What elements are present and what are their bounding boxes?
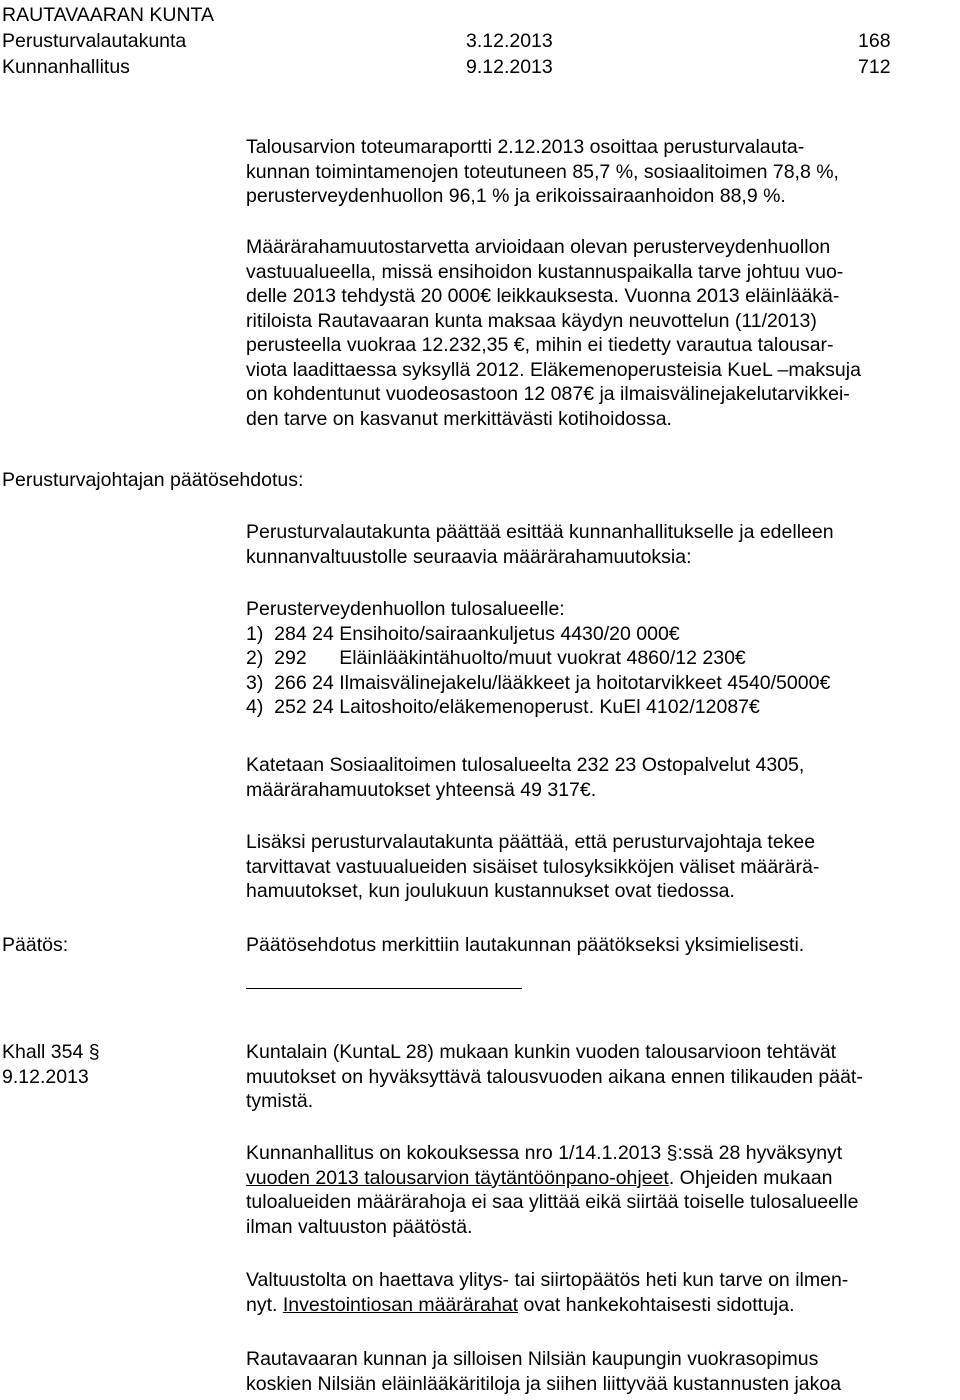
text-line: kunnan toimintamenojen toteutuneen 85,7 %, sosiaalitoimen 78,8 %, [246,160,839,183]
proposal-label: Perusturvajohtajan päätösehdotus: [2,469,304,491]
text-line: viota laadittaessa syksyllä 2012. Eläkemenoperusteisia KueL –maksuja [246,358,861,381]
list-item: 4) 252 24 Laitoshoito/eläkemenoperust. KuEl 4102/12087€ [246,696,760,718]
text-line: den tarve on kasvanut merkittävästi kotihoidossa. [246,407,672,430]
guidelines-link[interactable]: vuoden 2013 talousarvion täytäntöönpano-ohjeet [246,1166,669,1189]
additional-decision-paragraph [246,830,958,904]
text-fragment: nyt. [246,1293,283,1316]
text-line [246,1293,958,1318]
header-body-1: Perusturvalautakunta [2,30,187,52]
text-line: kunnanvaltuustolle seuraavia määrärahamuutoksia: [246,545,692,568]
list-item: 3) 266 24 Ilmaisvälinejakelu/lääkkeet ja hoitotarvikkeet 4540/5000€ [246,671,831,694]
text-line: delle 2013 tehdystä 20 000€ leikkauksesta. Vuonna 2013 eläinlääkä- [246,285,840,307]
text-line: tarvittavat vastuualueiden sisäiset tulosyksikköjen väliset määrärä- [246,855,820,878]
text-line: Talousarvion toteumaraportti 2.12.2013 osoittaa perusturvalauta- [246,136,805,158]
decision-label: Päätös: [2,934,69,956]
text-line: on kohdentunut vuodeosastoon 12 087€ ja ilmaisvälinejakelutarvikkei- [246,383,850,405]
text-line: Perusturvalautakunta päättää esittää kunnanhallitukselle ja edelleen [246,521,834,543]
khall-label: Khall 354 § [2,1041,100,1063]
text-line: koskien Nilsiän eläinlääkäritiloja ja siihen liittyvää kustannusten jakoa [246,1372,842,1395]
appropriation-list [246,597,958,720]
text-line: Lisäksi perusturvalautakunta päättää, että perusturvajohtaja tekee [246,831,816,853]
funding-paragraph [246,753,958,802]
text-line: tymistä. [246,1090,314,1112]
header-date-1: 3.12.2013 [466,30,553,52]
proposal-paragraph [246,520,958,569]
report-paragraph [246,135,958,209]
text-fragment: . Ohjeiden mukaan [668,1166,833,1189]
text-line: Valtuustolta on haettava ylitys- tai siirtopäätös heti kun tarve on ilmen- [246,1269,849,1291]
kuntalaki-paragraph [246,1040,958,1114]
text-line: ilman valtuuston päätöstä. [246,1215,473,1238]
council-paragraph [246,1268,958,1317]
text-line: Kunnanhallitus on kokouksessa nro 1/14.1.2013 §:ssä 28 hyväksynyt [246,1142,843,1164]
khall-date: 9.12.2013 [2,1066,89,1088]
header-page-1: 168 [858,30,891,52]
list-item: 1) 284 24 Ensihoito/sairaankuljetus 4430/20 000€ [246,622,680,645]
lease-paragraph [246,1347,958,1396]
header-date-2: 9.12.2013 [466,56,553,78]
text-line: Katetaan Sosiaalitoimen tulosalueelta 232 23 Ostopalvelut 4305, [246,754,805,776]
list-title: Perusterveydenhuollon tulosalueelle: [246,598,565,620]
header-page-2: 712 [858,56,891,78]
separator-line [246,988,522,989]
text-line: perusterveydenhuollon 96,1 % ja erikoissairaanhoidon 88,9 %. [246,185,786,207]
org-name: RAUTAVAARAN KUNTA [2,4,214,26]
list-item: 2) 292 Eläinlääkintähuolto/muut vuokrat 4860/12 230€ [246,647,746,669]
text-line: Määrärahamuutostarvetta arvioidaan olevan perusterveydenhuollon [246,236,831,258]
guidelines-paragraph [246,1141,958,1239]
text-line: muutokset on hyväksyttävä talousvuoden aikana ennen tilikauden päät- [246,1065,863,1088]
header-body-2: Kunnanhallitus [2,56,130,78]
budget-change-paragraph [246,235,958,431]
text-line [246,1166,958,1191]
text-line: hamuutokset, kun joulukuun kustannukset ovat tiedossa. [246,880,735,902]
decision-text: Päätösehdotus merkittiin lautakunnan päätökseksi yksimielisesti. [246,934,805,956]
text-line: tuloalueiden määrärahoja ei saa ylittää eikä siirtää toiselle tulosalueelle [246,1191,859,1213]
text-fragment: ovat hankekohtaisesti sidottuja. [518,1293,795,1316]
text-line: vastuualueella, missä ensihoidon kustannuspaikalla tarve johtuu vuo- [246,260,844,283]
text-line: perusteella vuokraa 12.232,35 €, mihin ei tiedetty varautua talousar- [246,334,834,356]
text-line: Rautavaaran kunnan ja silloisen Nilsiän kaupungin vuokrasopimus [246,1348,819,1370]
text-line: ritiloista Rautavaaran kunta maksaa käydyn neuvottelun (11/2013) [246,309,817,332]
investment-link[interactable]: Investointiosan määrärahat [282,1293,519,1316]
text-line: Kuntalain (KuntaL 28) mukaan kunkin vuoden talousarvioon tehtävät [246,1041,837,1063]
text-line: määrärahamuutokset yhteensä 49 317€. [246,778,597,801]
